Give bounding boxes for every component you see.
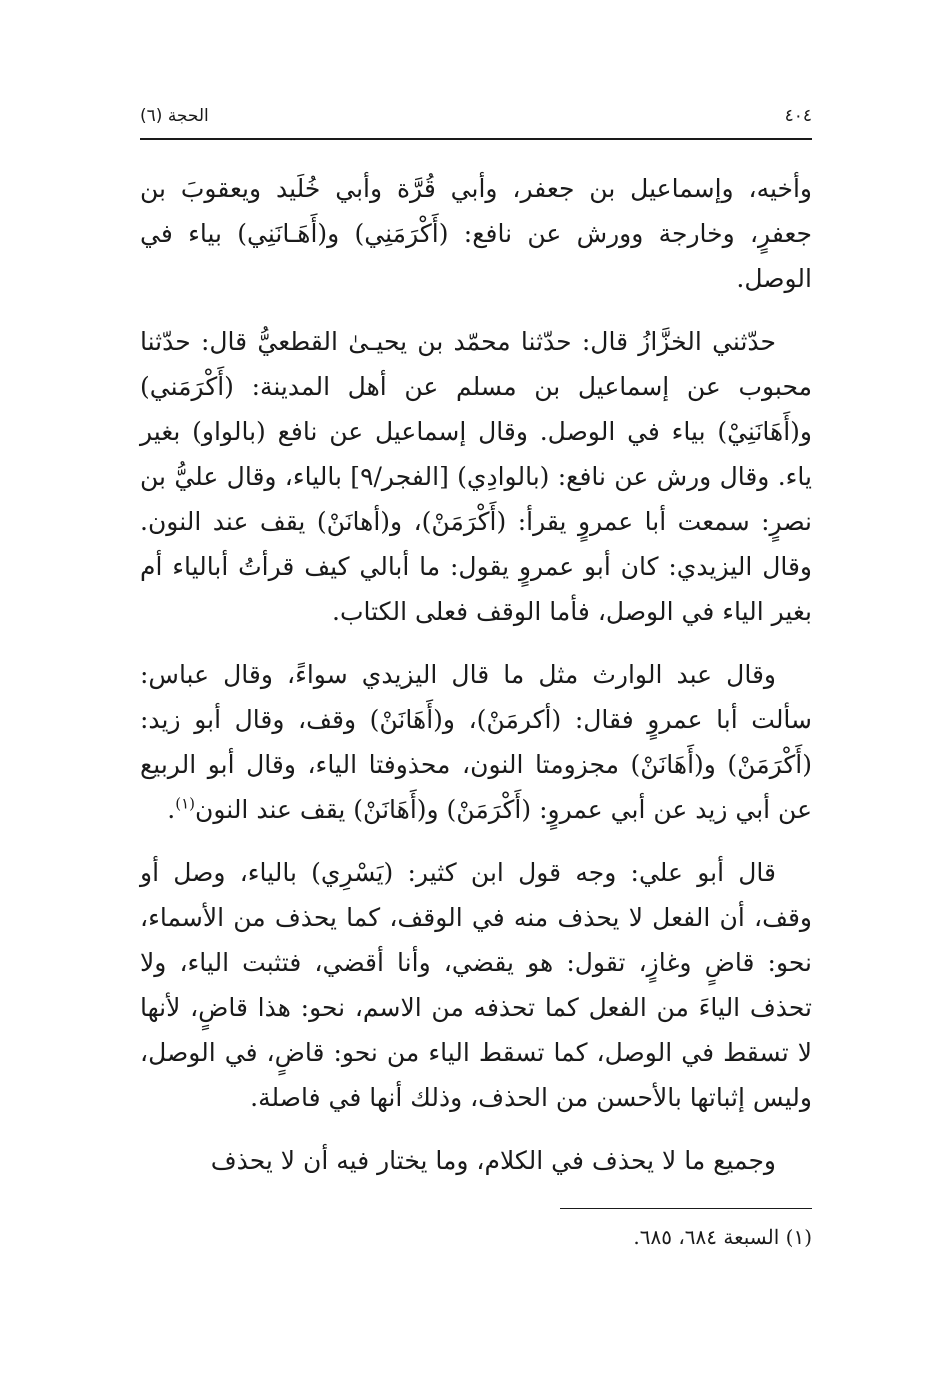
header-rule xyxy=(140,138,812,140)
running-title: الحجة (٦) xyxy=(140,106,209,126)
page-header xyxy=(140,92,812,126)
paragraph-5: وجميع ما لا يحذف في الكلام، وما يختار فيه أن لا يحذف xyxy=(210,1146,776,1175)
footnote: (١) السبعة ٦٨٤، ٦٨٥. xyxy=(633,1225,812,1249)
page-number: ٤٠٤ xyxy=(784,106,812,126)
paragraph-3 xyxy=(140,652,812,832)
paragraph-3-text: وقال عبد الوارث مثل ما قال اليزيدي سواءً، وقال عباس: سألت أبا عمروٍ فقال: (أكرمَنْ)، و(أَهَانَنْ) وقف، وقال أبو زيد: (أَكْرَمَنْ) و(أَهَانَنْ) مجزومتا النون، محذوفتا الياء، وقال أبو الربيع عن أبي زيد عن أبي عمروٍ: (أَكْرَمَنْ) و(أَهَانَنْ) يقف عند النون xyxy=(140,660,812,824)
main-text xyxy=(140,166,812,1201)
footnote-ref[interactable]: (١) xyxy=(175,794,195,813)
paragraph-2: حدّثني الخزَّازُ قال: حدّثنا محمّد بن يحيـىٰ القطعيُّ قال: حدّثنا محبوب عن إسماعيل بن مسلم عن أهل المدينة: (أَكْرَمَني) و(أَهَانَنِيْ) بياء في الوصل. وقال إسماعيل عن نافع (بالواو) بغير ياء. وقال ورش عن نافع: (بالوادِي) [الفجر/٩] بالياء، وقال عليُّ بن نصرٍ: سمعت أبا عمروٍ يقرأ: (أَكْرَمَنْ)، و(أهانَنْ) يقف عند النون. وقال اليزيدي: كان أبو عمروٍ يقول: ما أبالي كيف قرأتُ أبالياء أم بغير الياء في الوصل، فأما الوقف فعلى الكتاب. xyxy=(140,327,812,626)
paragraph-1: وأخيه، وإسماعيل بن جعفر، وأبي قُرَّة وأبي خُلَيد ويعقوبَ بن جعفرٍ، وخارجة وورش عن نافع: (أَكْرَمَنِي) و(أَهَـانَنِي) بياء في الوصل. xyxy=(140,174,812,293)
footnote-rule xyxy=(560,1208,812,1209)
paragraph-3-end: . xyxy=(167,795,176,824)
paragraph-4: قال أبو علي: وجه قول ابن كثير: (يَسْرِي) بالياء، وصل أو وقف، أن الفعل لا يحذف منه في الوقف، كما يحذف من الأسماء، نحو: قاضٍ وغازٍ، تقول: هو يقضي، وأنا أقضي، فتثبت الياء، ولا تحذف الياءَ من الفعل كما تحذفه من الاسم، نحو: هذا قاضٍ، لأنها لا تسقط في الوصل، كما تسقط الياء من نحو: قاضٍ، في الوصل، وليس إثباتها بالأحسن من الحذف، وذلك أنها في فاصلة. xyxy=(140,858,812,1112)
